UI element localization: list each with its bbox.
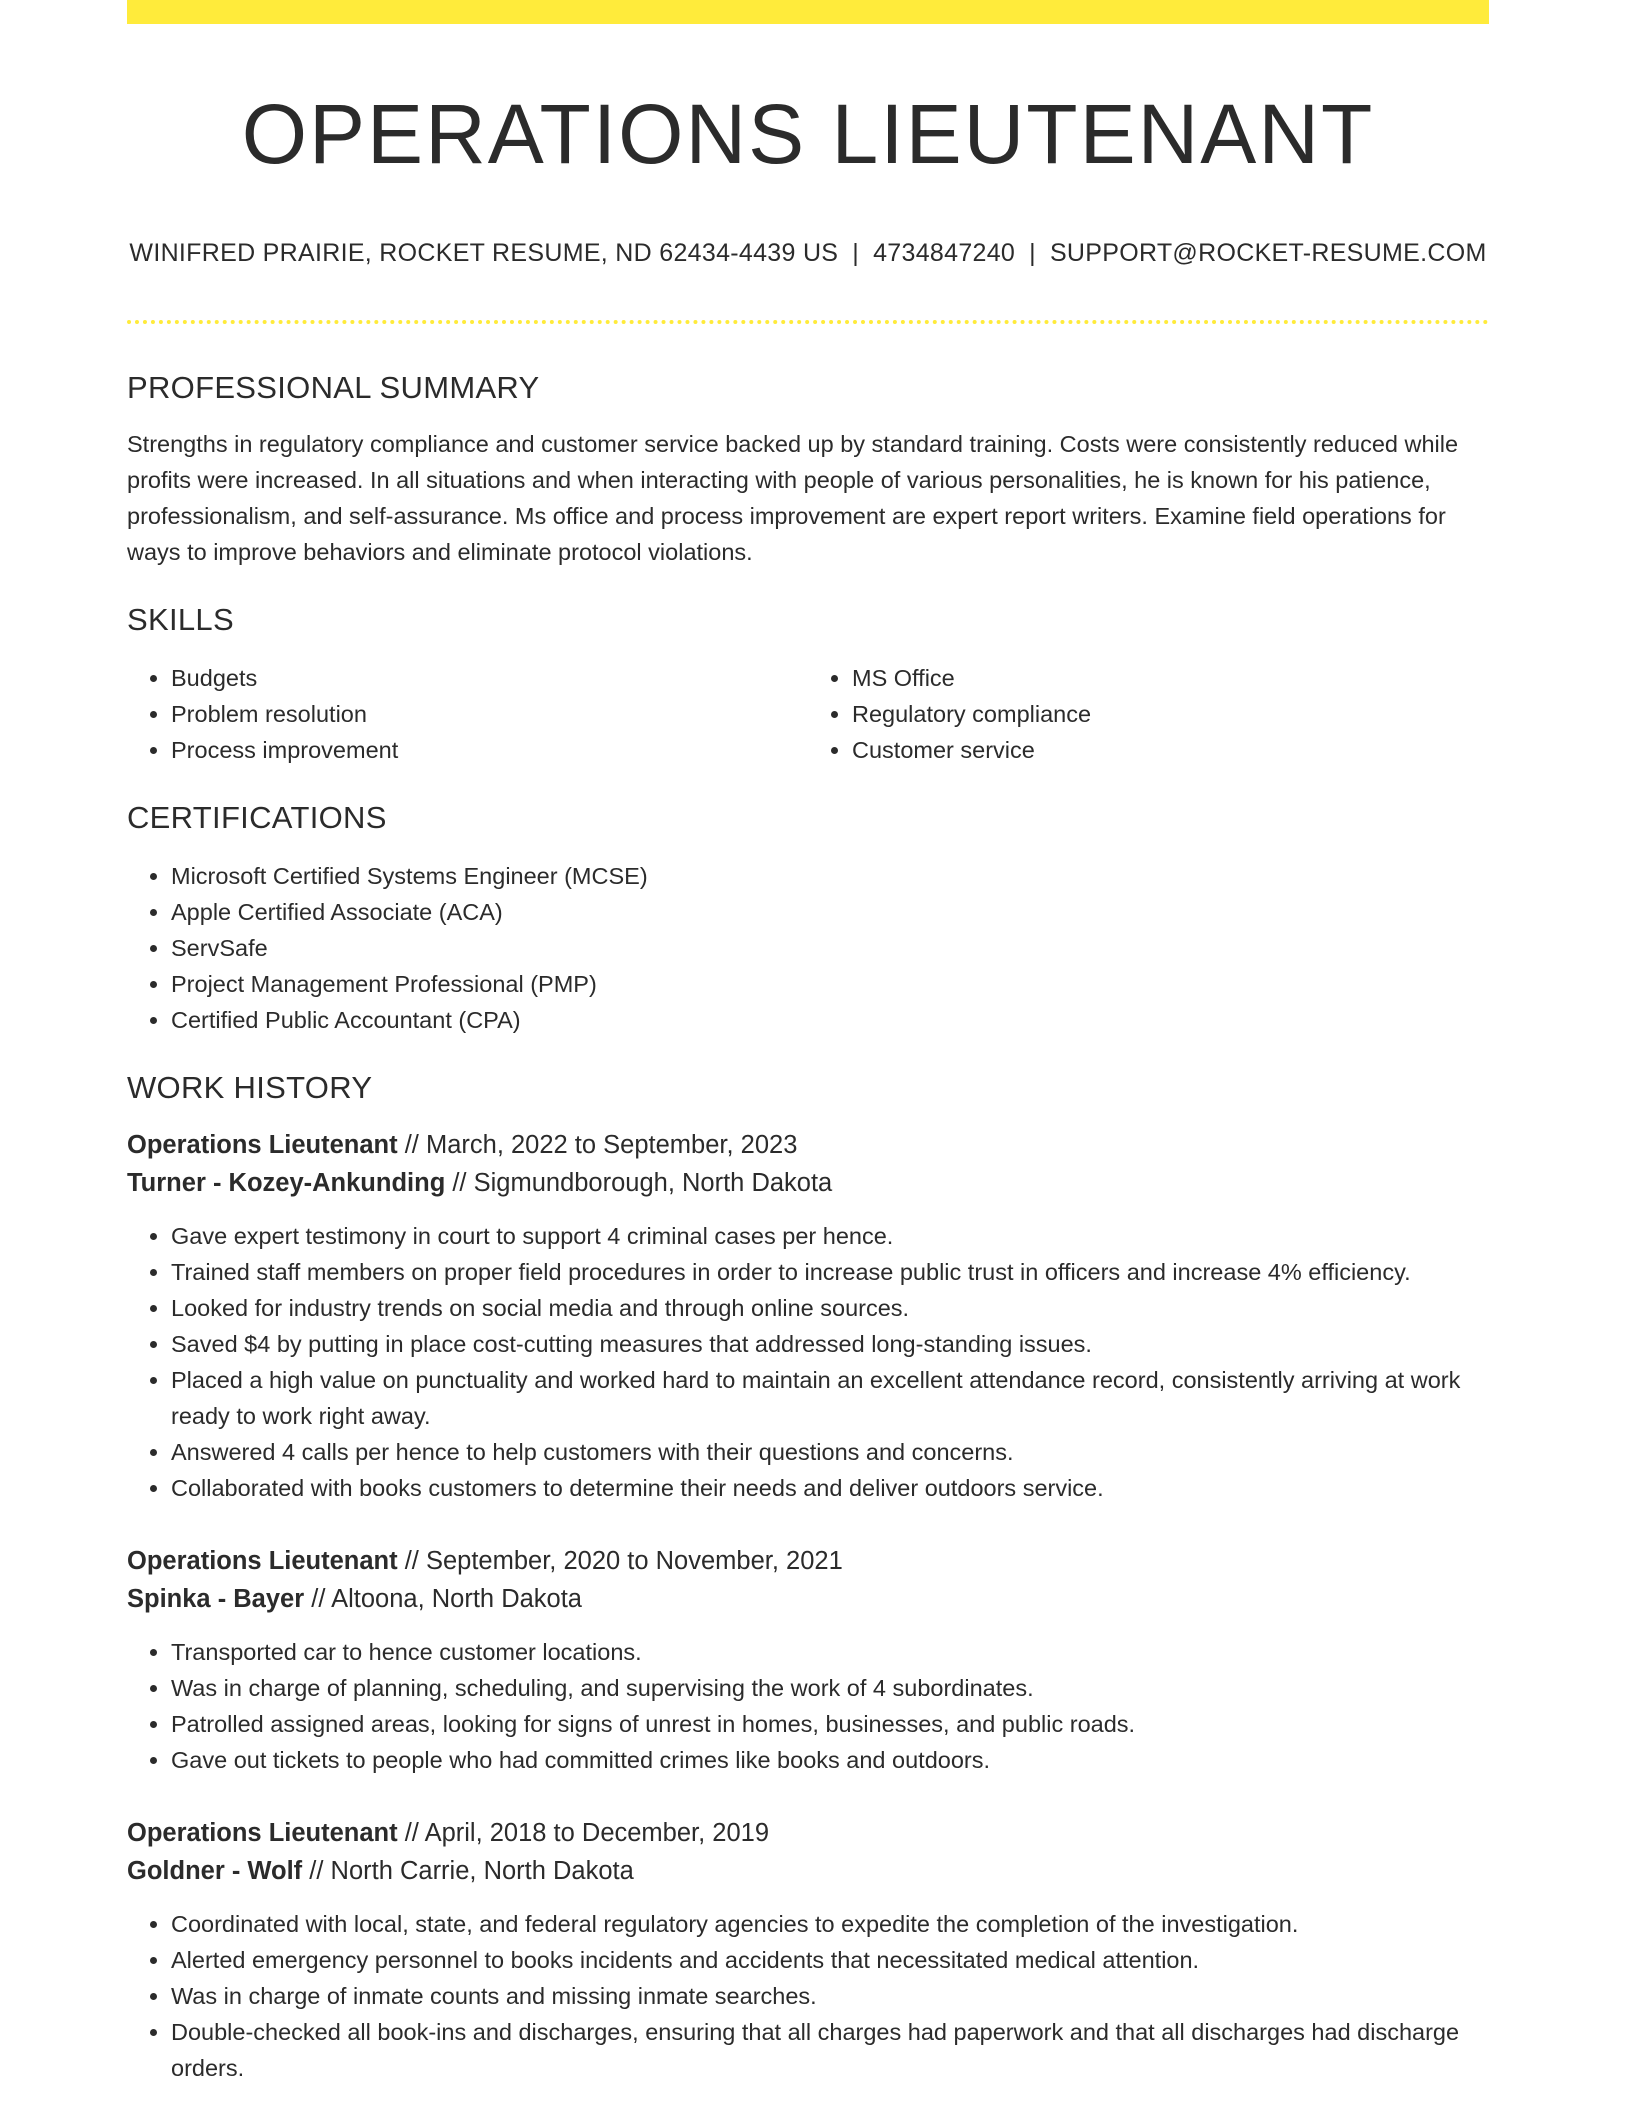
job-bullets <box>127 1634 1489 1778</box>
contact-separator: | <box>852 239 860 267</box>
job-separator: // <box>397 1547 426 1575</box>
job-separator: // <box>397 1131 426 1159</box>
list-item: • Trained staff members on proper field procedures in order to increase public trust in officers and increase 4% efficiency. <box>171 1254 1489 1290</box>
job-location: North Carrie, North Dakota <box>330 1857 634 1885</box>
list-item: • ServSafe <box>171 930 1489 966</box>
list-item: • Patrolled assigned areas, looking for signs of unrest in homes, businesses, and public roads. <box>171 1706 1489 1742</box>
list-item: • Apple Certified Associate (ACA) <box>171 894 1489 930</box>
list-item: • MS Office <box>852 660 1489 696</box>
contact-email[interactable]: SUPPORT@ROCKET-RESUME.COM <box>1049 239 1487 267</box>
summary-section <box>127 368 1489 570</box>
list-item: • Coordinated with local, state, and federal regulatory agencies to expedite the completion of the investigation. <box>171 1906 1489 1942</box>
work-history-section <box>127 1068 1489 2086</box>
job-entry <box>127 1126 1489 1506</box>
list-item: • Double-checked all book-ins and discharges, ensuring that all charges had paperwork and that all discharges had discharge orders. <box>171 2014 1489 2086</box>
job-bullets <box>127 1906 1489 2086</box>
job-dates: April, 2018 to December, 2019 <box>424 1819 770 1847</box>
job-title: Operations Lieutenant <box>127 1819 398 1847</box>
skills-list-left <box>127 660 808 768</box>
list-item: • Saved $4 by putting in place cost-cutting measures that addressed long-standing issues. <box>171 1326 1489 1362</box>
job-separator: // <box>397 1819 425 1847</box>
job-separator: // <box>445 1169 474 1197</box>
job-location: Altoona, North Dakota <box>331 1585 582 1613</box>
list-item: • Was in charge of planning, scheduling, and supervising the work of 4 subordinates. <box>171 1670 1489 1706</box>
list-item: • Was in charge of inmate counts and missing inmate searches. <box>171 1978 1489 2014</box>
resume-name: OPERATIONS LIEUTENANT <box>241 87 1375 181</box>
job-company-line <box>127 1852 1489 1890</box>
skills-list-right <box>808 660 1489 768</box>
job-company-line <box>127 1580 1489 1618</box>
job-separator: // <box>304 1585 332 1613</box>
list-item: • Collaborated with books customers to determine their needs and deliver outdoors service. <box>171 1470 1489 1506</box>
list-item: • Gave out tickets to people who had committed crimes like books and outdoors. <box>171 1742 1489 1778</box>
list-item: • Gave expert testimony in court to support 4 criminal cases per hence. <box>171 1218 1489 1254</box>
section-title-skills: SKILLS <box>127 602 234 637</box>
list-item: • Regulatory compliance <box>852 696 1489 732</box>
section-title-summary: PROFESSIONAL SUMMARY <box>127 370 540 405</box>
job-dates: September, 2020 to November, 2021 <box>425 1547 843 1575</box>
skills-columns <box>127 660 1489 768</box>
job-company: Spinka - Bayer <box>127 1585 305 1613</box>
skills-section <box>127 600 1489 768</box>
job-title-line <box>127 1126 1489 1164</box>
list-item: • Microsoft Certified Systems Engineer (MCSE) <box>171 858 1489 894</box>
job-title-line <box>127 1542 1489 1580</box>
list-item: • Placed a high value on punctuality and worked hard to maintain an excellent attendance record, consistently arriving at work ready to work right away. <box>171 1362 1489 1434</box>
job-location: Sigmundborough, North Dakota <box>473 1169 833 1197</box>
list-item: • Process improvement <box>171 732 808 768</box>
contact-address: WINIFRED PRAIRIE, ROCKET RESUME, ND 62434-4439 US <box>129 239 839 267</box>
job-company: Goldner - Wolf <box>127 1857 303 1885</box>
contact-separator: | <box>1029 239 1036 267</box>
job-entry <box>127 1542 1489 1778</box>
job-separator: // <box>302 1857 331 1885</box>
list-item: • Certified Public Accountant (CPA) <box>171 1002 1489 1038</box>
contact-phone: 4734847240 <box>873 239 1016 267</box>
summary-text: Strengths in regulatory compliance and customer service backed up by standard training. Costs were consistently reduced while profits were increased. In all situations and when interacting with people of various personalities, he is known for his patience, professionalism, and self-assurance. Ms office and process improvement are expert report writers. Examine field operations for ways to improve behaviors and eliminate protocol violations. <box>127 431 1459 565</box>
list-item: • Project Management Professional (PMP) <box>171 966 1489 1002</box>
list-item: • Problem resolution <box>171 696 808 732</box>
job-title: Operations Lieutenant <box>127 1131 398 1159</box>
resume-page <box>127 0 1489 2086</box>
list-item: • Looked for industry trends on social media and through online sources. <box>171 1290 1489 1326</box>
top-accent-bar <box>127 0 1489 24</box>
list-item: • Budgets <box>171 660 808 696</box>
job-company-line <box>127 1164 1489 1202</box>
job-company: Turner - Kozey-Ankunding <box>127 1169 446 1197</box>
section-title-certifications: CERTIFICATIONS <box>127 800 387 835</box>
job-entry <box>127 1814 1489 2086</box>
job-title-line <box>127 1814 1489 1852</box>
list-item: • Transported car to hence customer locations. <box>171 1634 1489 1670</box>
contact-line <box>127 236 1489 270</box>
list-item: • Answered 4 calls per hence to help customers with their questions and concerns. <box>171 1434 1489 1470</box>
list-item: • Customer service <box>852 732 1489 768</box>
job-bullets <box>127 1218 1489 1506</box>
section-title-work-history: WORK HISTORY <box>127 1070 373 1105</box>
job-title: Operations Lieutenant <box>127 1547 398 1575</box>
jobs-list <box>127 1126 1489 2086</box>
job-dates: March, 2022 to September, 2023 <box>425 1131 798 1159</box>
list-item: • Alerted emergency personnel to books incidents and accidents that necessitated medical attention. <box>171 1942 1489 1978</box>
dotted-divider <box>127 320 1489 324</box>
certifications-list <box>127 858 1489 1038</box>
certifications-section <box>127 798 1489 1038</box>
